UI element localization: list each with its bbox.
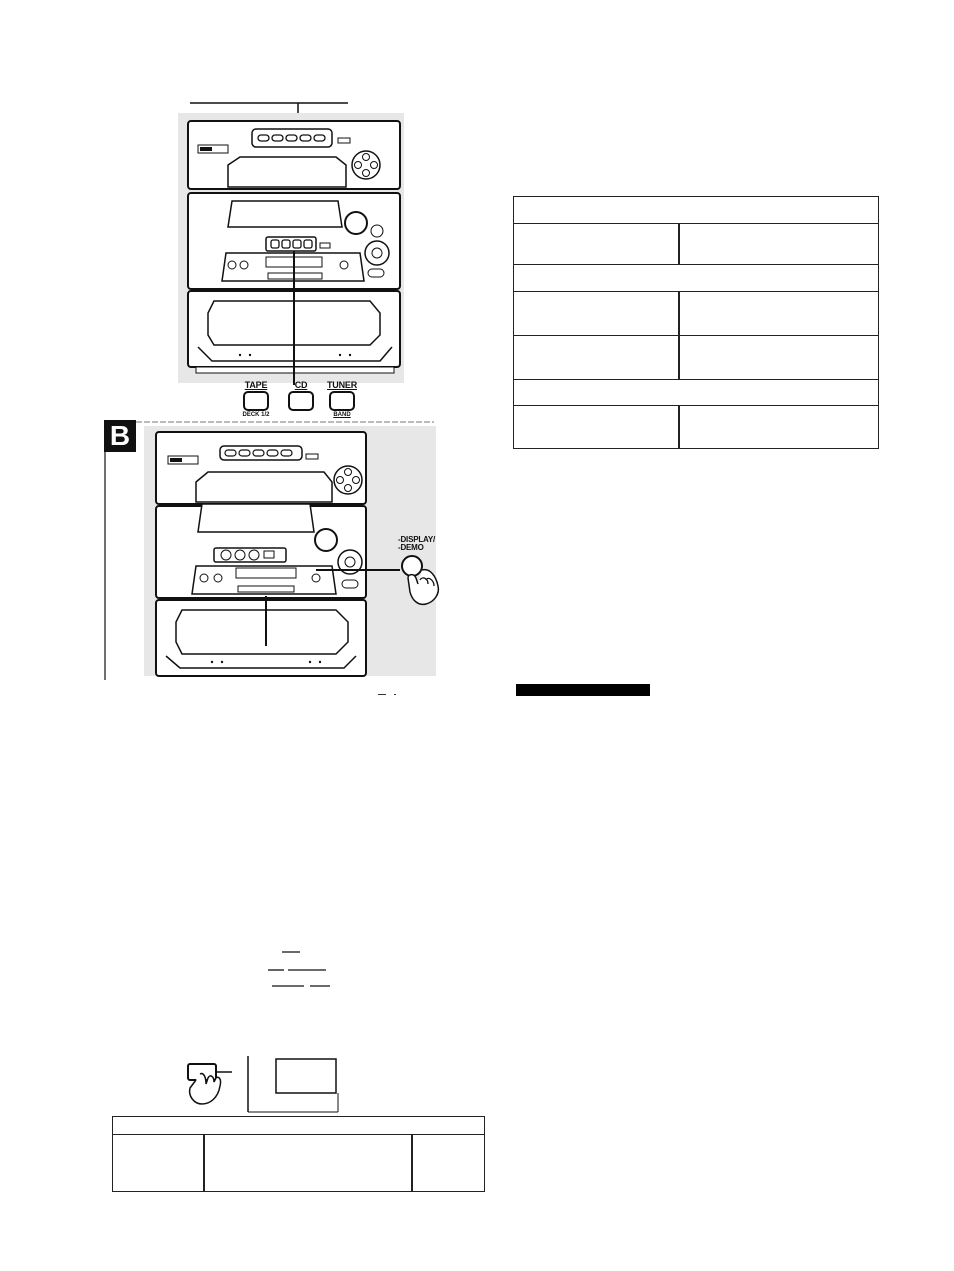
tape-button-group[interactable] [240,380,272,416]
tuner-button[interactable] [329,391,355,411]
figure-b-badge-letter: B [109,420,131,451]
figure-b [104,418,444,682]
tuner-button-sublabel: BAND [333,412,351,418]
section-heading-bar [516,684,650,696]
right-table-row-3 [514,335,878,380]
right-table-divider-1 [678,223,680,264]
display-demo-label-line1: -DISPLAY/ [398,535,436,544]
right-table-header-row-3 [514,379,878,406]
stereo-system-illustration-a [170,95,450,415]
segment-marks-graphic [262,948,332,988]
right-table-header-row-2 [514,264,878,292]
display-demo-label-line2: -DEMO [398,543,424,552]
bottom-table [112,1116,485,1192]
cd-button-label: CD [294,380,308,390]
right-table-row-4 [514,405,878,449]
right-table-header-row-1 [514,197,878,223]
button-display-diagram [180,1056,346,1116]
button-press-display-graphic [180,1056,346,1116]
cd-button[interactable] [288,391,314,411]
tuner-button-group[interactable] [324,380,360,416]
mark-under-figure-b-2 [394,694,396,695]
bottom-table-divider-2 [411,1134,413,1191]
mark-under-figure-b [378,694,386,695]
tape-button[interactable] [243,391,269,411]
bottom-table-header-line [113,1134,484,1135]
right-table [513,196,879,449]
source-buttons [240,380,370,416]
right-table-divider-2 [678,291,680,379]
tape-button-sublabel: DECK 1/2 [242,412,270,418]
figure-a [170,95,450,415]
cd-button-group[interactable] [285,380,317,416]
display-demo-label [398,536,435,552]
tuner-button-label: TUNER [327,380,357,390]
right-table-row-2 [514,291,878,336]
stereo-system-illustration-b [104,418,444,682]
segment-marks [262,948,332,988]
tape-button-label: TAPE [244,380,268,390]
right-table-divider-3 [678,405,680,448]
bottom-table-divider-1 [203,1134,205,1191]
right-table-row-1 [514,223,878,265]
